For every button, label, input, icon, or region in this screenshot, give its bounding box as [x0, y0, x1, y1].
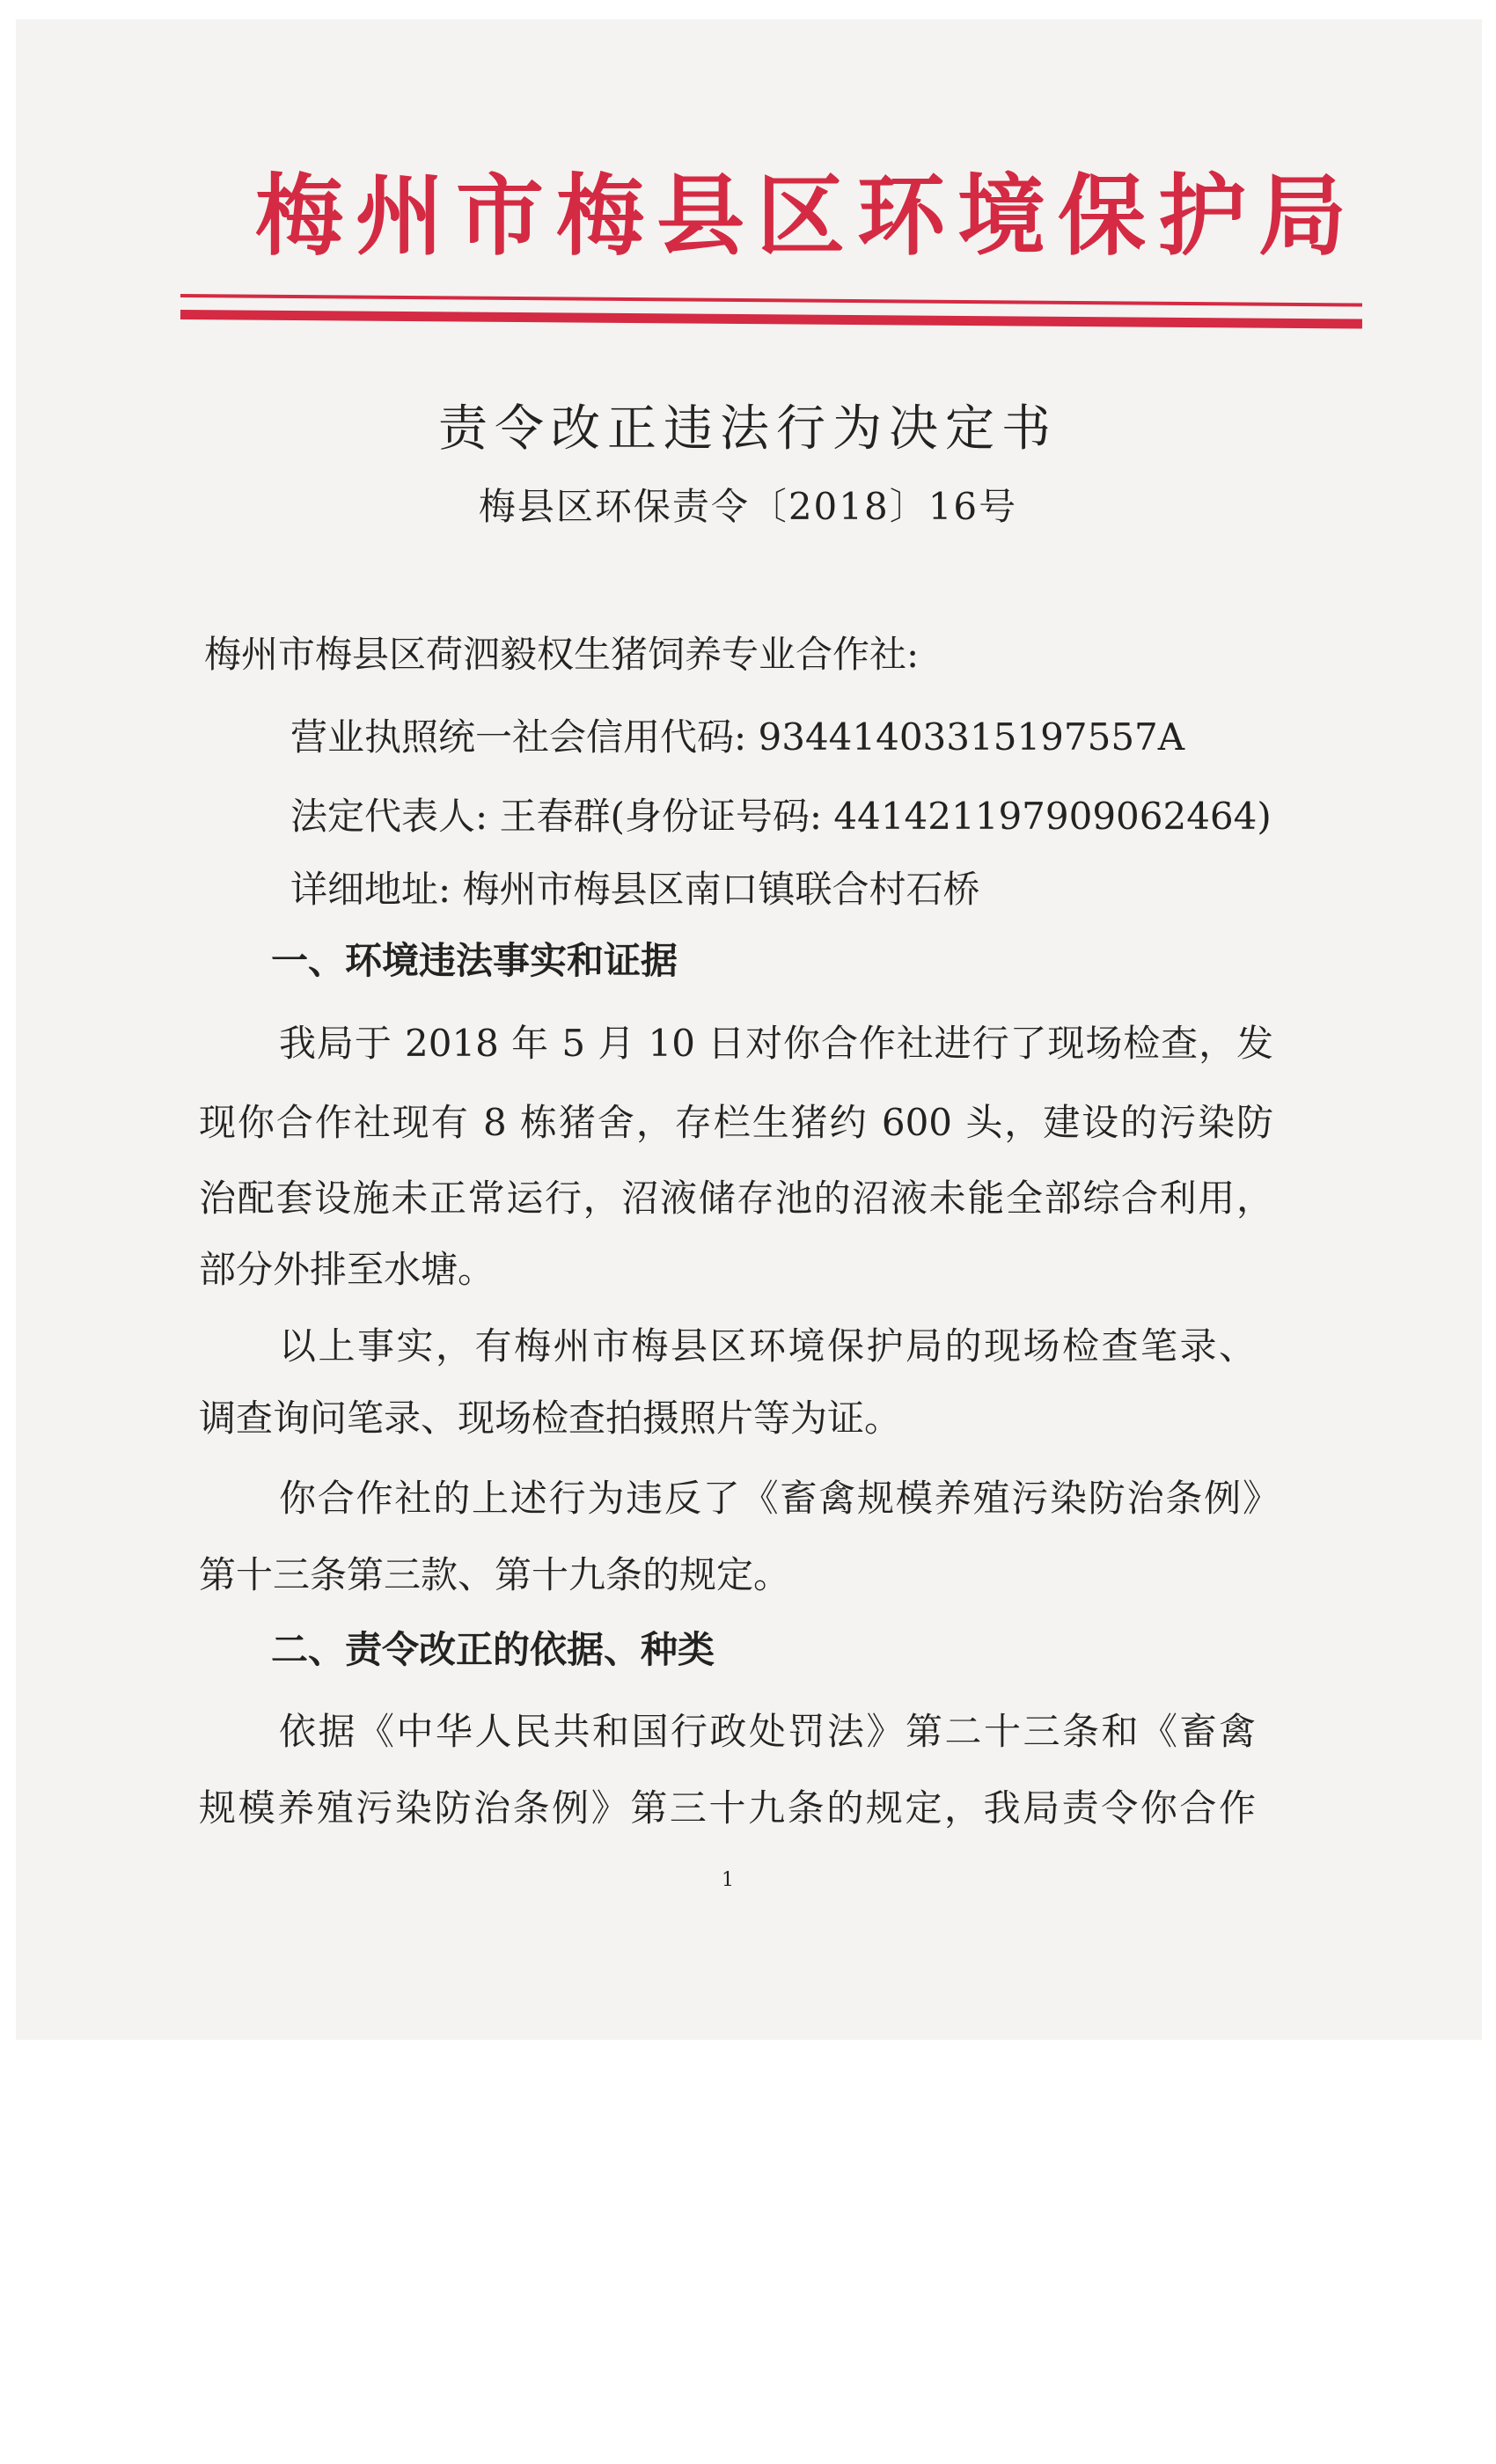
paragraph-line: 依据《中华人民共和国行政处罚法》第二十三条和《畜禽: [279, 1710, 1256, 1753]
letterhead-agency-name: 梅州市梅县区环境保护局: [255, 164, 1359, 268]
document-title: 责令改正违法行为决定书: [438, 400, 1058, 458]
document-number: 梅县区环保责令〔2018〕16号: [478, 485, 1018, 528]
section-heading: 一、环境违法事实和证据: [271, 939, 678, 982]
section-heading: 二、责令改正的依据、种类: [271, 1628, 715, 1671]
paragraph-line: 我局于 2018 年 5 月 10 日对你合作社进行了现场检查，发: [279, 1022, 1273, 1065]
paragraph-line: 现你合作社现有 8 栋猪舍，存栏生猪约 600 头，建设的污染防: [199, 1101, 1273, 1144]
paragraph-line: 调查询问笔录、现场检查拍摄照片等为证。: [199, 1397, 902, 1440]
paragraph-line: 规模养殖污染防治条例》第三十九条的规定，我局责令你合作: [199, 1786, 1256, 1830]
paragraph-line: 以上事实，有梅州市梅县区环境保护局的现场检查笔录、: [279, 1324, 1256, 1368]
credit-code: 营业执照统一社会信用代码: 93441403315197557A: [290, 715, 1185, 759]
page-number: 1: [722, 1869, 734, 1891]
paragraph-line: 治配套设施未正常运行，沼液储存池的沼液未能全部综合利用，: [199, 1177, 1273, 1220]
legal-representative: 法定代表人: 王春群(身份证号码: 441421197909062464): [290, 795, 1272, 838]
paragraph-line: 第十三条第三款、第十九条的规定。: [199, 1553, 791, 1596]
address: 详细地址: 梅州市梅县区南口镇联合村石桥: [290, 868, 980, 911]
addressee-name: 梅州市梅县区荷泗毅权生猪饲养专业合作社:: [204, 633, 920, 676]
paragraph-line: 你合作社的上述行为违反了《畜禽规模养殖污染防治条例》: [279, 1477, 1280, 1520]
paragraph-line: 部分外排至水塘。: [199, 1248, 495, 1291]
